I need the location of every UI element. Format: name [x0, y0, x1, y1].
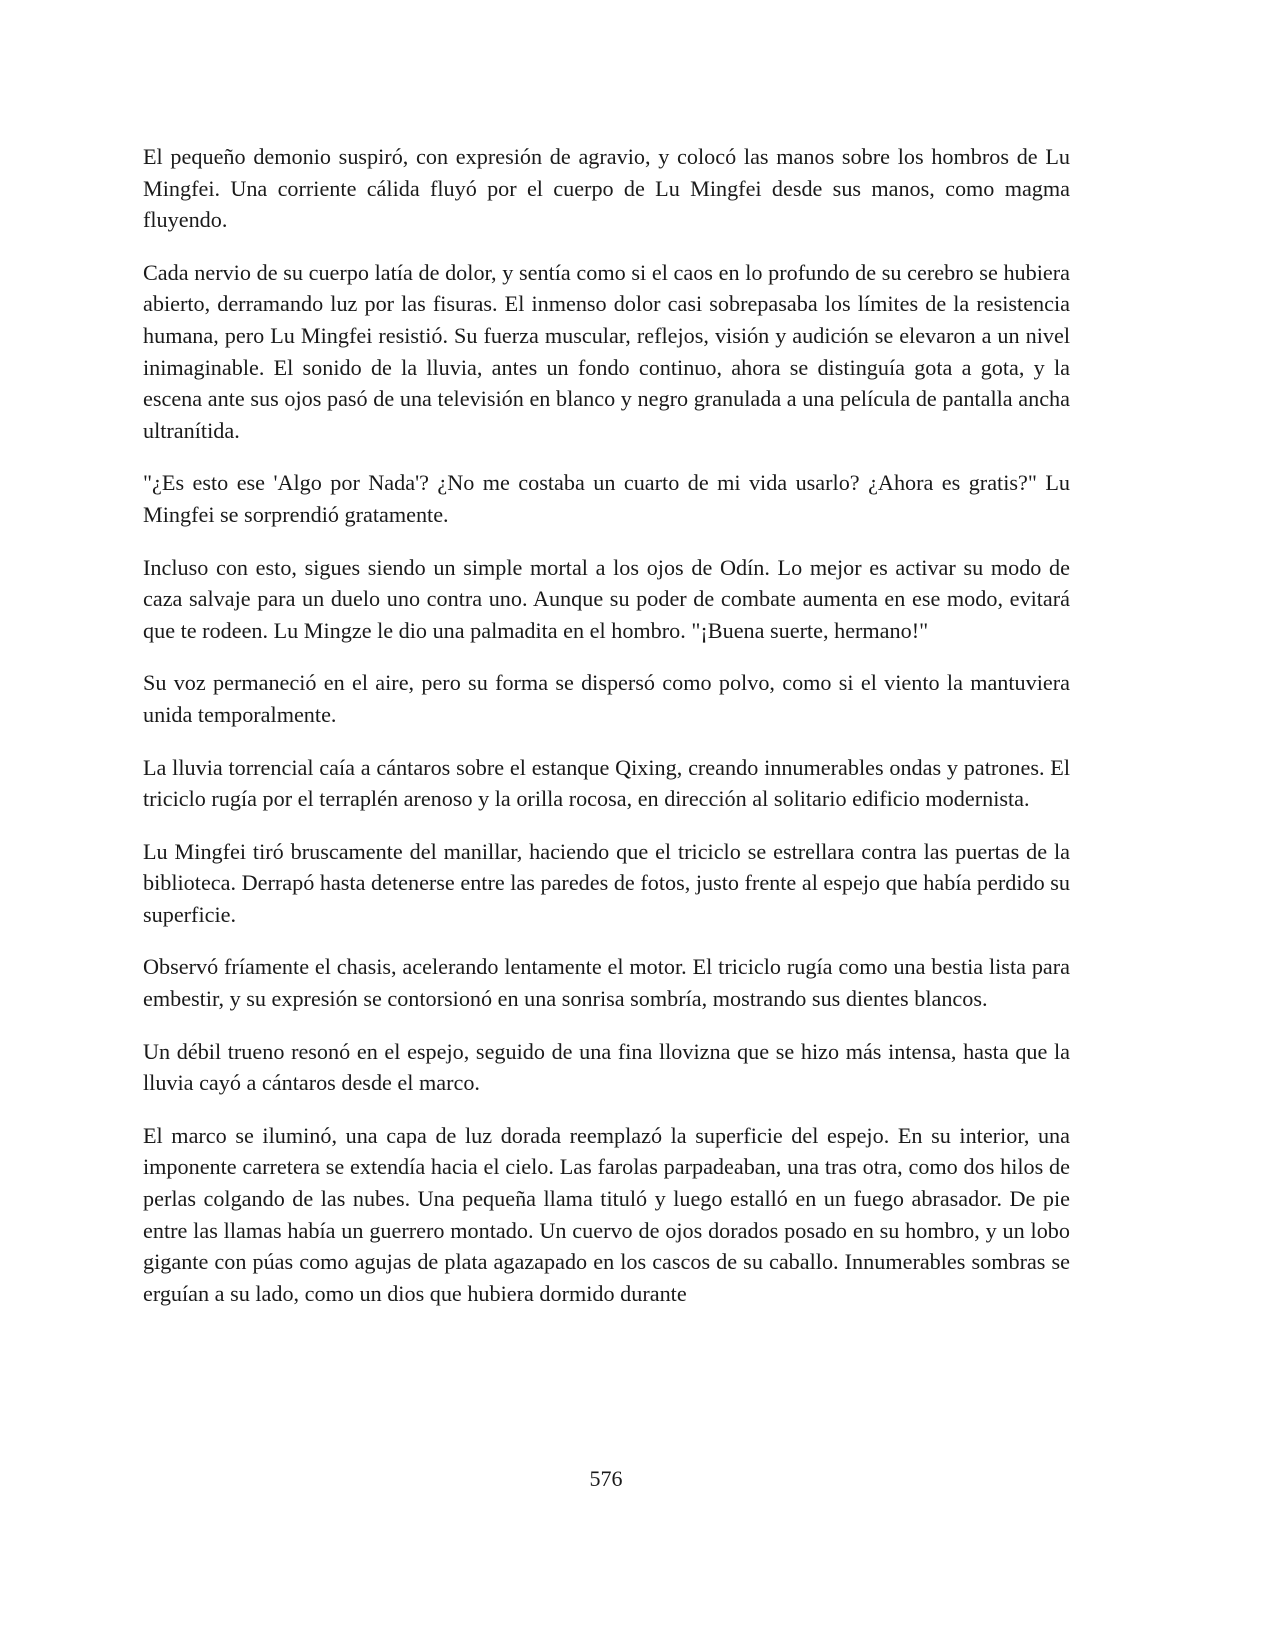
paragraph: El marco se iluminó, una capa de luz dorada reemplazó la superficie del espejo. En su interior, una imponente carretera se extendía hacia el cielo. Las farolas parpadeaban, una tras otra, como dos hilos de perlas colgando de las nubes. Una pequeña llama tituló y luego estalló en un fuego abrasador. De pie entre las llamas había un guerrero montado. Un cuervo de ojos dorados posado en su hombro, y un lobo gigante con púas como agujas de plata agazapado en los cascos de su caballo. Innumerables sombras se erguían a su lado, como un dios que hubiera dormido durante: [143, 1122, 1070, 1306]
paragraph: Lu Mingfei tiró bruscamente del manillar, haciendo que el triciclo se estrellara contra las puertas de la biblioteca. Derrapó hasta detenerse entre las paredes de fotos, justo frente al espejo que había perdido su superficie.: [143, 838, 1070, 927]
paragraph: Incluso con esto, sigues siendo un simple mortal a los ojos de Odín. Lo mejor es activar su modo de caza salvaje para un duelo uno contra uno. Aunque su poder de combate aumenta en ese modo, evitará que te rodeen. Lu Mingze le dio una palmadita en el hombro. "¡Buena suerte, hermano!": [143, 554, 1070, 643]
paragraph: Observó fríamente el chasis, acelerando lentamente el motor. El triciclo rugía como una bestia lista para embestir, y su expresión se contorsionó en una sonrisa sombría, mostrando sus dientes blancos.: [143, 954, 1070, 1012]
paragraph: "¿Es esto ese 'Algo por Nada'? ¿No me costaba un cuarto de mi vida usarlo? ¿Ahora es gratis?" Lu Mingfei se sorprendió gratamente.: [143, 470, 1070, 527]
paragraph: Cada nervio de su cuerpo latía de dolor, y sentía como si el caos en lo profundo de su cerebro se hubiera abierto, derramando luz por las fisuras. El inmenso dolor casi sobrepasaba los límites de la resistencia humana, pero Lu Mingfei resistió. Su fuerza muscular, reflejos, visión y audición se elevaron a un nivel inimaginable. El sonido de la lluvia, antes un fondo continuo, ahora se distinguía gota a gota, y la escena ante sus ojos pasó de una televisión en blanco y negro granulada a una película de pantalla ancha ultranítida.: [143, 259, 1070, 443]
paragraph: El pequeño demonio suspiró, con expresión de agravio, y colocó las manos sobre los hombros de Lu Mingfei. Una corriente cálida fluyó por el cuerpo de Lu Mingfei desde sus manos, como magma fluyendo.: [143, 144, 1070, 233]
paragraph: La lluvia torrencial caía a cántaros sobre el estanque Qixing, creando innumerables ondas y patrones. El triciclo rugía por el terraplén arenoso y la orilla rocosa, en dirección al solitario edificio modernista.: [143, 754, 1070, 812]
paragraph: Un débil trueno resonó en el espejo, seguido de una fina llovizna que se hizo más intensa, hasta que la lluvia cayó a cántaros desde el marco.: [143, 1038, 1070, 1096]
paragraph: Su voz permaneció en el aire, pero su forma se dispersó como polvo, como si el viento la mantuviera unida temporalmente.: [143, 670, 1070, 727]
page-number: 576: [589, 1466, 623, 1491]
page-body: [143, 141, 1070, 1330]
